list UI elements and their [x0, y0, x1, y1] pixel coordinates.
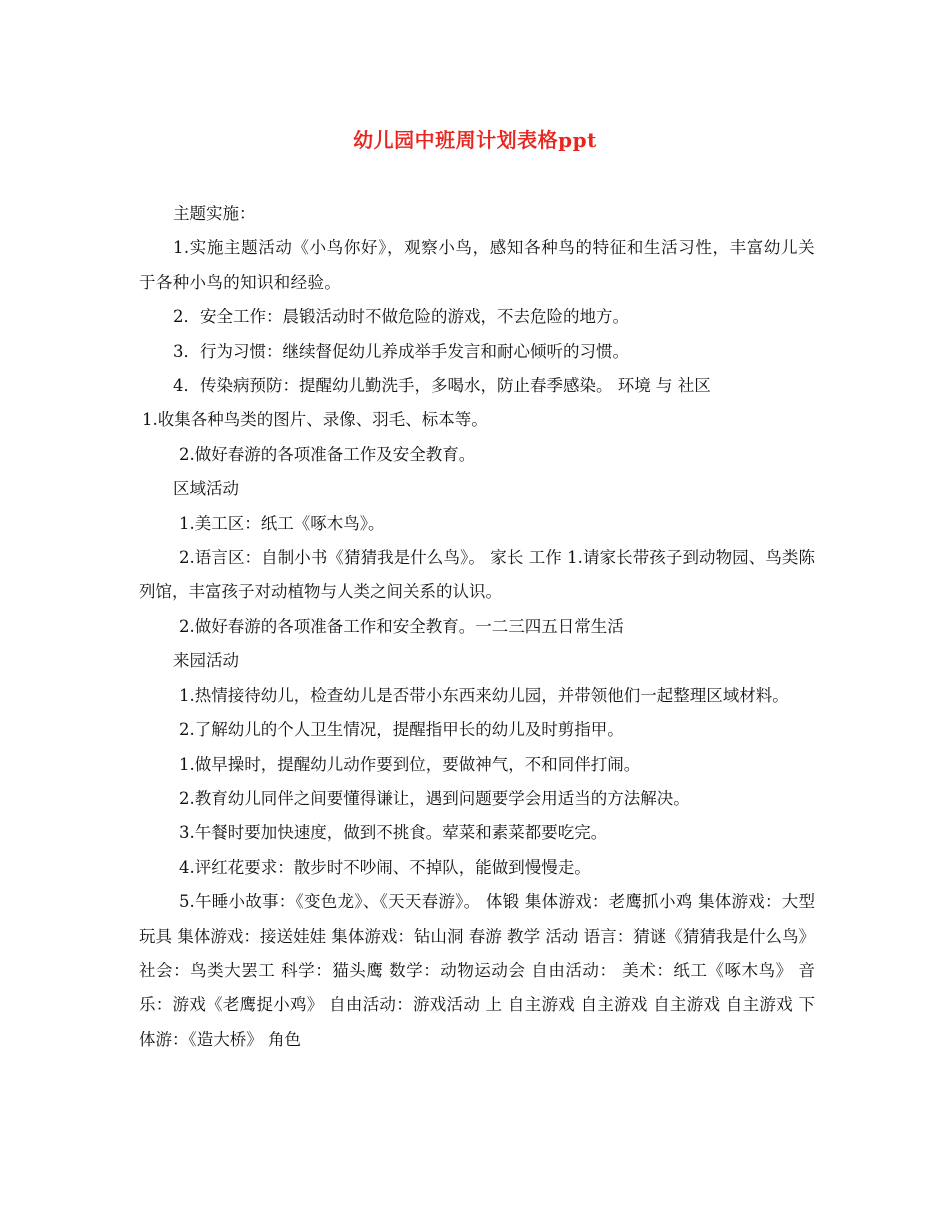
paragraph-theme-heading: 主题实施：	[173, 204, 256, 223]
paragraph-daily-item-1: 1.做早操时，提醒幼儿动作要到位，要做神气，不和同伴打闹。	[179, 754, 641, 774]
paragraph-area-item-2: 2.语言区：自制小书《猜猜我是什么鸟》。 家长 工作 1.请家长带孩子到动物园、鸟类陈列馆，丰富孩子对动植物与人类之间关系的认识。	[139, 548, 815, 602]
paragraph-arrival-item-1: 1.热情接待幼儿，检查幼儿是否带小东西来幼儿园，并带领他们一起整理区域材料。	[179, 685, 789, 705]
paragraph-arrival-heading: 来园活动	[173, 651, 239, 671]
document-title: 幼儿园中班周计划表格ppt	[353, 128, 597, 152]
document-body	[139, 197, 815, 1057]
paragraph-arrival-item-2: 2.了解幼儿的个人卫生情况，提醒指甲长的幼儿及时剪指甲。	[179, 720, 624, 740]
paragraph-theme-item-2: 2．安全工作：晨锻活动时不做危险的游戏，不去危险的地方。	[173, 307, 629, 327]
paragraph-theme-item-4: 4．传染病预防：提醒幼儿勤洗手，多喝水，防止春季感染。 环境 与 社区	[173, 376, 711, 396]
paragraph-theme-item-1: 1.实施主题活动《小鸟你好》，观察小鸟，感知各种鸟的特征和生活习性，丰富幼儿关于各种小鸟的知识和经验。	[139, 238, 815, 292]
paragraph-environment-item-2: 2.做好春游的各项准备工作及安全教育。	[179, 444, 476, 464]
paragraph-daily-item-3: 3.午餐时要加快速度，做到不挑食。荤菜和素菜都要吃完。	[179, 823, 608, 843]
paragraph-area-item-1: 1.美工区：纸工《啄木鸟》。	[179, 513, 385, 533]
paragraph-environment-item-1: 1.收集各种鸟类的图片、录像、羽毛、标本等。	[142, 410, 488, 430]
paragraph-daily-item-4: 4.评红花要求：散步时不吵闹、不掉队，能做到慢慢走。	[179, 857, 591, 877]
paragraph-area-heading: 区域活动	[173, 479, 239, 499]
paragraph-theme-item-3: 3．行为习惯：继续督促幼儿养成举手发言和耐心倾听的习惯。	[173, 341, 629, 361]
paragraph-parents-item-2: 2.做好春游的各项准备工作和安全教育。一二三四五日常生活	[179, 616, 624, 636]
paragraph-daily-item-2: 2.教育幼儿同伴之间要懂得谦让，遇到问题要学会用适当的方法解决。	[179, 788, 690, 808]
paragraph-daily-item-5: 5.午睡小故事：《变色龙》、《天天春游》。 体锻 集体游戏：老鹰抓小鸡 集体游戏：大型玩具 集体游戏：接送娃娃 集体游戏：钻山洞 春游 教学 活动 语言：猜谜《猜猜我是什么鸟》 社会：鸟类大罢工 科学：猫头鹰 数学：动物运动会 自由活动： 美术：纸工《啄木鸟》 音乐：游戏《老鹰捉小鸡》 自由活动：游戏活动 上 自主游戏 自主游戏 自主游戏 自主游戏 下 体游：《造大桥》 角色	[139, 892, 815, 1049]
